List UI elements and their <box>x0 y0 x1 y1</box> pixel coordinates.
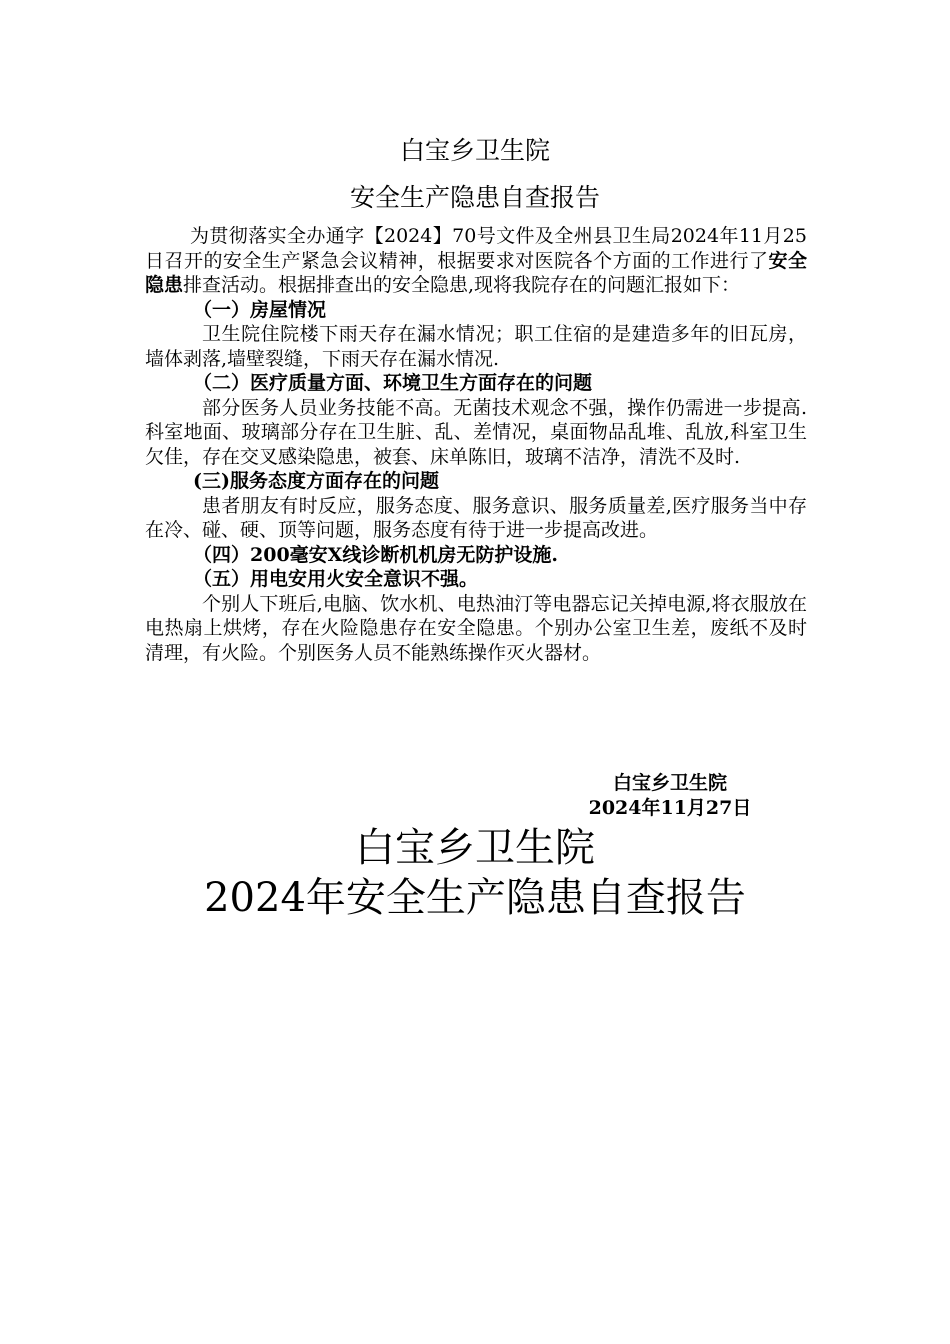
intro-paragraph <box>145 224 807 298</box>
signature-date: 2024年11月27日 <box>588 797 752 819</box>
section-3-heading: (三)服务态度方面存在的问题 <box>193 470 439 492</box>
report-body <box>145 224 807 665</box>
section-1-heading: （一）房屋情况 <box>193 298 327 321</box>
footer-title-line1: 白宝乡卫生院 <box>355 825 595 871</box>
intro-text-before: 为贯彻落实全办通字【2024】70号文件及全州县卫生局2024年11月25日召开的安全生产紧急会议精神，根据要求对医院各个方面的工作进行了 <box>145 225 807 272</box>
section-2-body: 部分医务人员业务技能不高。无菌技术观念不强，操作仍需进一步提高.科室地面、玻璃部分存在卫生脏、乱、差情况，桌面物品乱堆、乱放,科室卫生欠佳，存在交叉感染隐患，被套、床单陈旧，玻璃不洁净，清洗不及时. <box>145 396 807 468</box>
org-title: 白宝乡卫生院 <box>399 136 550 165</box>
section-5-heading: （五）用电安用火安全意识不强。 <box>193 568 479 590</box>
section-5-body: 个别人下班后,电脑、饮水机、电热油汀等电器忘记关掉电源,将衣服放在电热扇上烘烤，存在火险隐患存在安全隐患。个别办公室卫生差，废纸不及时清理，有火险。个别医务人员不能熟练操作灭火器材。 <box>145 592 807 664</box>
intro-text-after: 排查活动。根据排查出的安全隐患,现将我院存在的问题汇报如下： <box>183 274 741 296</box>
section-1-body: 卫生院住院楼下雨天存在漏水情况；职工住宿的是建造多年的旧瓦房，墙体剥落,墙壁裂缝，下雨天存在漏水情况. <box>145 323 807 370</box>
signature-org: 白宝乡卫生院 <box>612 772 727 794</box>
intro-bold-text: 安全隐患 <box>145 249 807 296</box>
section-4-heading: （四）200毫安X线诊断机机房无防护设施. <box>193 543 559 566</box>
footer-title-line2: 2024年安全生产隐患自查报告 <box>204 875 746 921</box>
section-2-heading: （二）医疗质量方面、环境卫生方面存在的问题 <box>193 372 593 394</box>
section-3-body: 患者朋友有时反应，服务态度、服务意识、服务质量差,医疗服务当中存在冷、碰、硬、顶等问题，服务态度有待于进一步提高改进。 <box>145 494 807 541</box>
report-title: 安全生产隐患自查报告 <box>349 183 600 212</box>
